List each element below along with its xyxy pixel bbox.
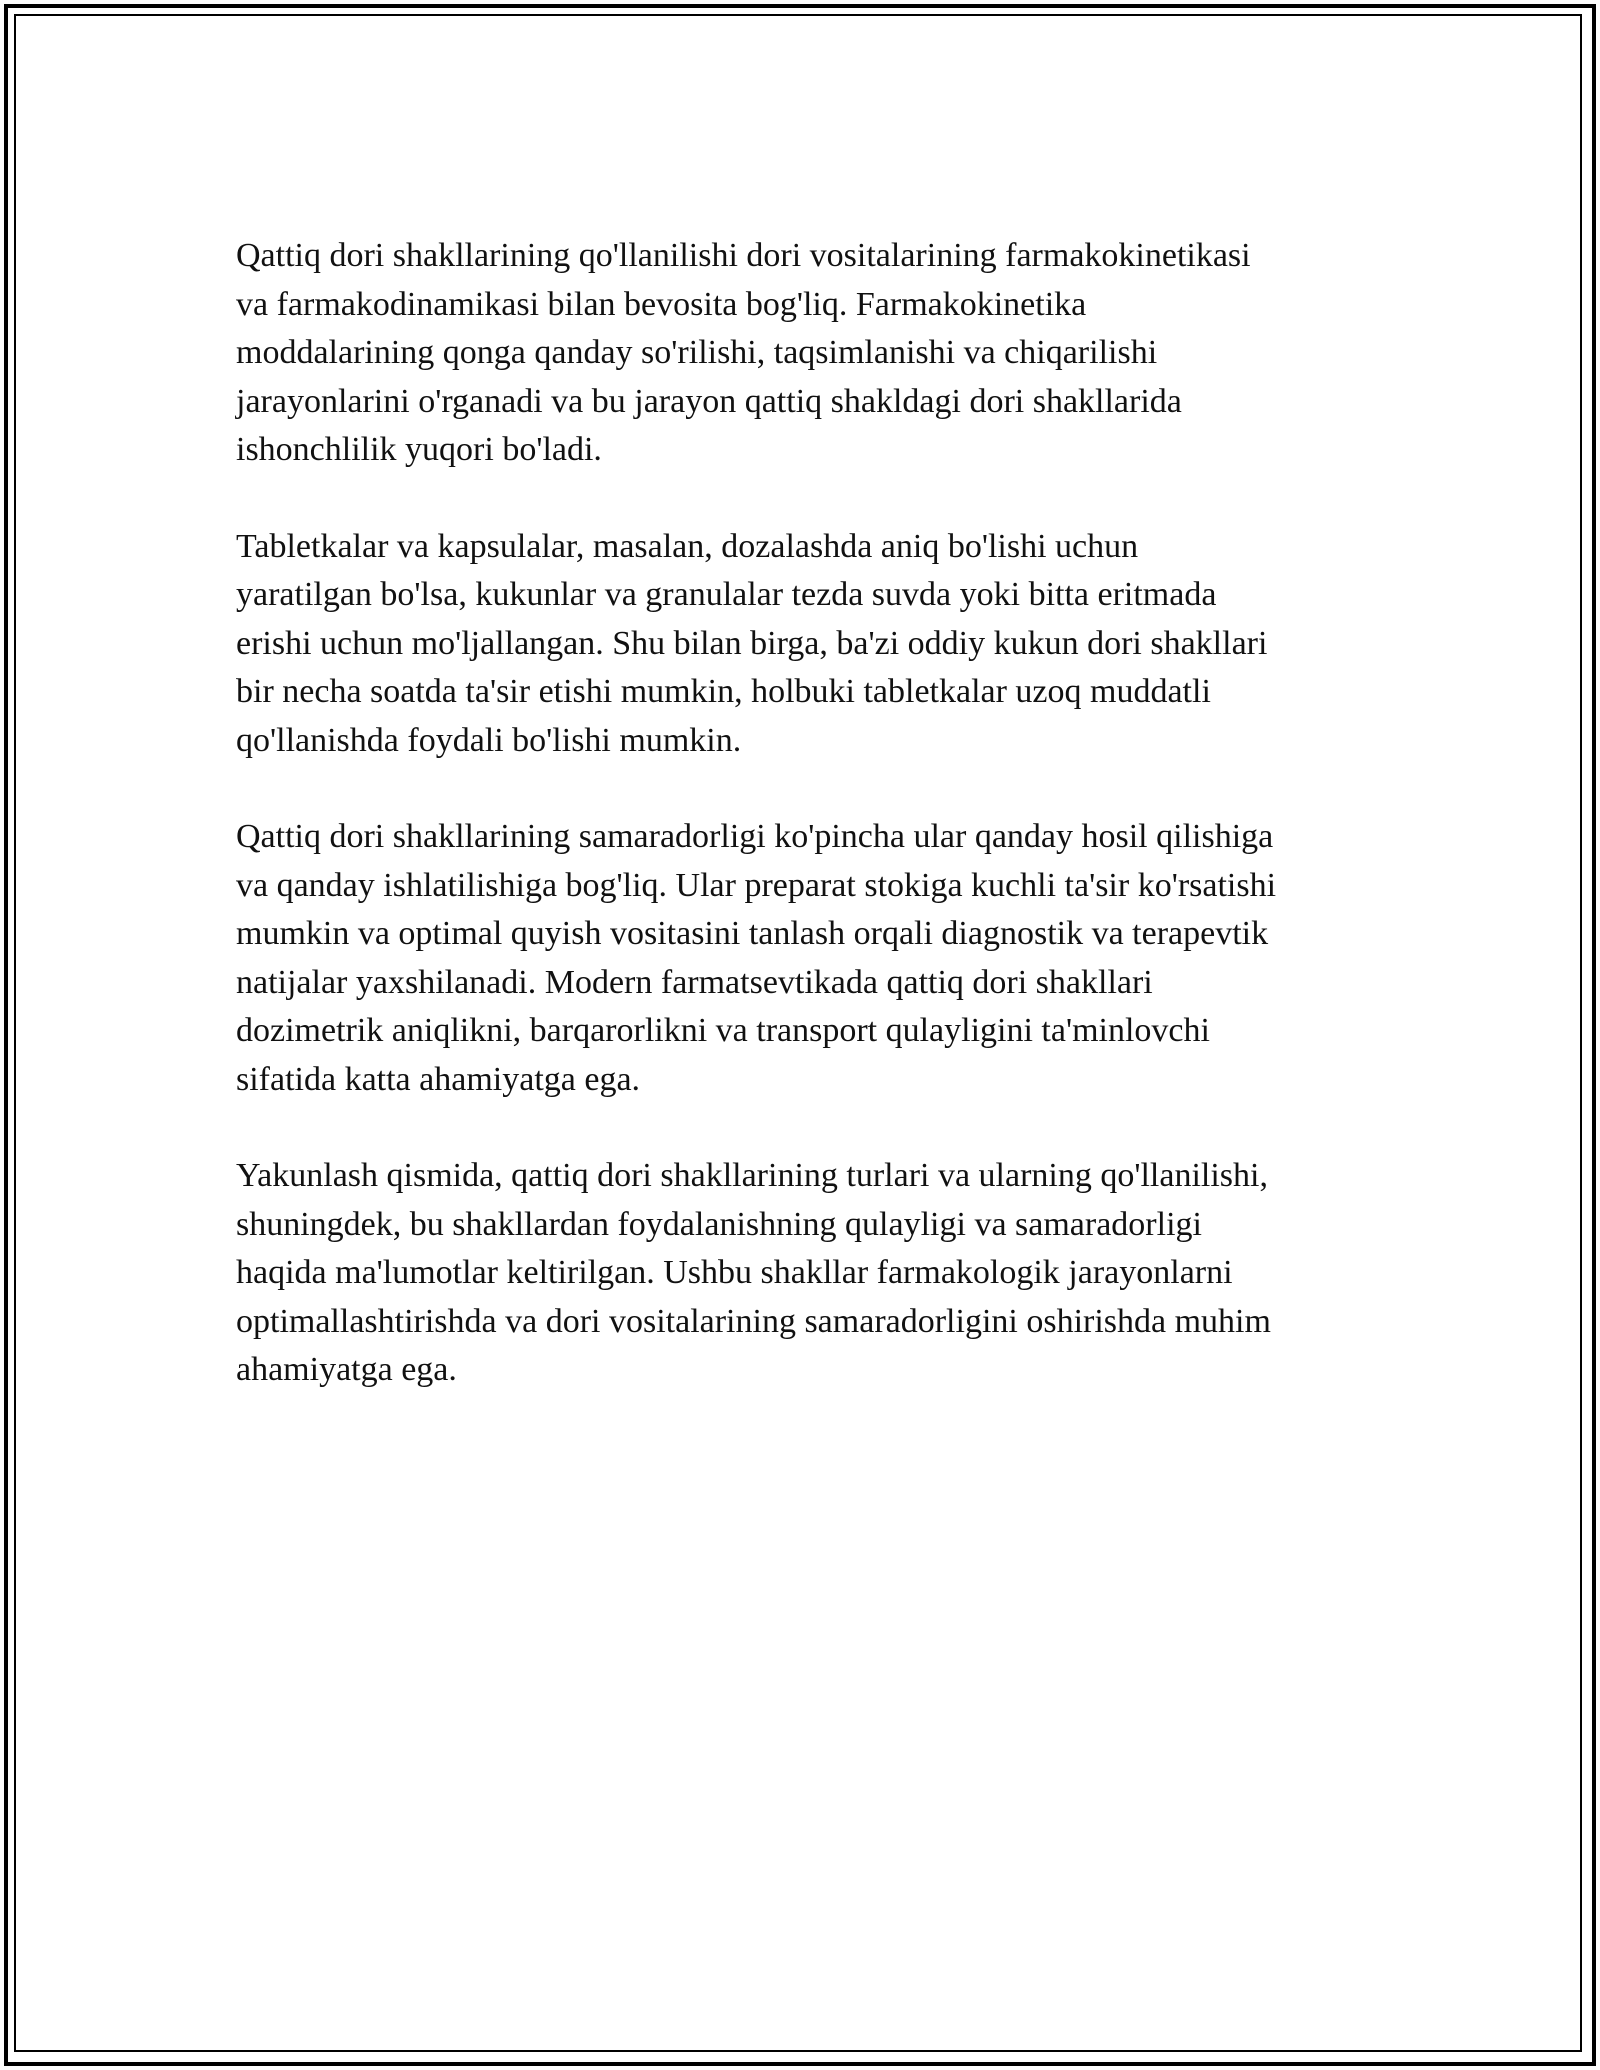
paragraph-2: Tabletkalar va kapsulalar, masalan, dozalashda aniq bo'lishi uchun yaratilgan bo'lsa, kukunlar va granulalar tezda suvda yoki bitta eritmada erishi uchun mo'ljallangan. Shu bilan birga, ba'zi oddiy kukun dori shakllari bir necha soatda ta'sir etishi mumkin, holbuki tabletkalar uzoq muddatli qo'llanishda foydali bo'lishi mumkin. [236,527,1268,759]
document-body [236,232,1376,1443]
paragraph-4: Yakunlash qismida, qattiq dori shakllarining turlari va ularning qo'llanilishi, shuningdek, bu shakllardan foydalanishning qulayligi va samaradorligi haqida ma'lumotlar keltirilgan. Ushbu shakllar farmakologik jarayonlarni optimallashtirishda va dori vositalarining samaradorligini oshirishda muhim ahamiyatga ega. [236,1157,1271,1388]
paragraph-3: Qattiq dori shakllarining samaradorligi ko'pincha ular qanday hosil qilishiga va qanday ishlatilishiga bog'liq. Ular preparat stokiga kuchli ta'sir ko'rsatishi mumkin va optimal quyish vositasini tanlash orqali diagnostik va terapevtik natijalar yaxshilanadi. Modern farmatsevtikada qattiq dori shakllari dozimetrik aniqlikni, barqarorlikni va transport qulayligini ta'minlovchi sifatida katta ahamiyatga ega. [236,818,1277,1098]
paragraph-1: Qattiq dori shakllarining qo'llanilishi dori vositalarining farmakokinetikasi va farmakodinamikasi bilan bevosita bog'liq. Farmakokinetika moddalarining qonga qanday so'rilishi, taqsimlanishi va chiqarilishi jarayonlarini o'rganadi va bu jarayon qattiq shakldagi dori shakllarida ishonchlilik yuqori bo'ladi. [236,237,1251,468]
